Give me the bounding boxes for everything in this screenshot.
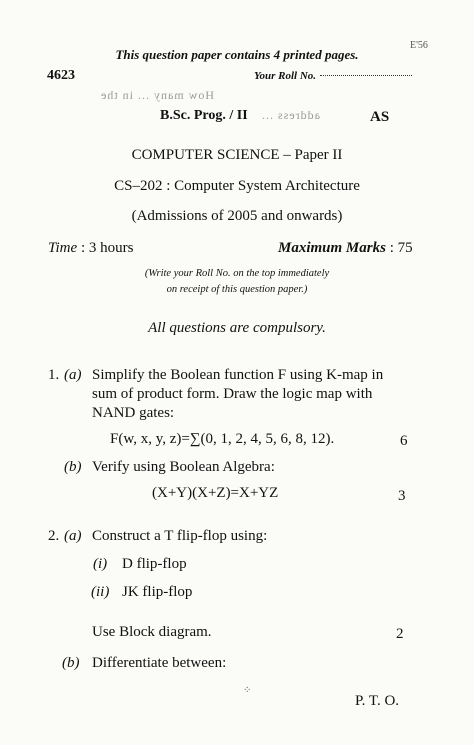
instruction-line-1: (Write your Roll No. on the top immediately [144,268,330,279]
q1a-formula: F(w, x, y, z)=∑(0, 1, 2, 4, 5, 6, 8, 12). [110,431,335,447]
q1a-line-3: NAND gates: [92,405,175,421]
q2a-text: Construct a T flip-flop using: [92,528,268,544]
pto-label: P. T. O. [355,693,400,709]
roll-number-field [254,70,412,82]
q1a-line-1: Simplify the Boolean function F using K-map in [92,367,384,383]
q2a-label: (a) [64,528,82,544]
roll-number-blank [320,75,412,76]
q1a-label: (a) [64,367,82,383]
time-value: : 3 hours [80,240,134,256]
compulsory-note: All questions are compulsory. [148,320,326,336]
paper-code: 4623 [47,68,75,83]
marks-value: : 75 [389,240,413,256]
bleed-through-text-2: address ... [261,108,321,122]
q2a-block-note: Use Block diagram. [92,624,212,640]
marks-label: Maximum Marks [278,240,386,256]
bleed-through-text-1: How many ... in the [100,88,214,102]
course-line [160,108,320,124]
course-suffix: AS [370,109,390,125]
subject-heading: COMPUTER SCIENCE – Paper II [131,147,343,163]
course-name: B.Sc. Prog. / II [160,108,248,123]
q2a-ii-text: JK flip-flop [122,584,193,600]
q2a-ii-label: (ii) [91,584,110,600]
q1a-marks: 6 [400,433,408,449]
q1b-formula: (X+Y)(X+Z)=X+YZ [152,485,279,501]
page-count-notice: This question paper contains 4 printed pages. [115,47,359,62]
q1b-marks: 3 [398,488,406,504]
corner-mark: E'56 [410,40,428,51]
time-line [48,240,133,257]
page-mark-dot: ⁘ [243,685,252,696]
marks-line [278,240,413,257]
q1a-line-2: sum of product form. Draw the logic map with [92,386,373,402]
admissions-note: (Admissions of 2005 and onwards) [131,208,343,224]
q2-number: 2. [48,528,60,544]
q2b-text: Differentiate between: [92,655,227,671]
q2b-label: (b) [62,655,80,671]
q2a-i-label: (i) [93,556,108,572]
roll-label: Your Roll No. [254,70,317,82]
course-title: CS–202 : Computer System Architecture [114,178,360,194]
time-label: Time [48,240,78,256]
q1b-text: Verify using Boolean Algebra: [92,459,275,475]
instruction-line-2: on receipt of this question paper.) [166,284,308,295]
q2a-i-text: D flip-flop [122,556,187,572]
q1-number: 1. [48,367,60,383]
q2a-marks: 2 [396,626,404,642]
q1b-label: (b) [64,459,82,475]
